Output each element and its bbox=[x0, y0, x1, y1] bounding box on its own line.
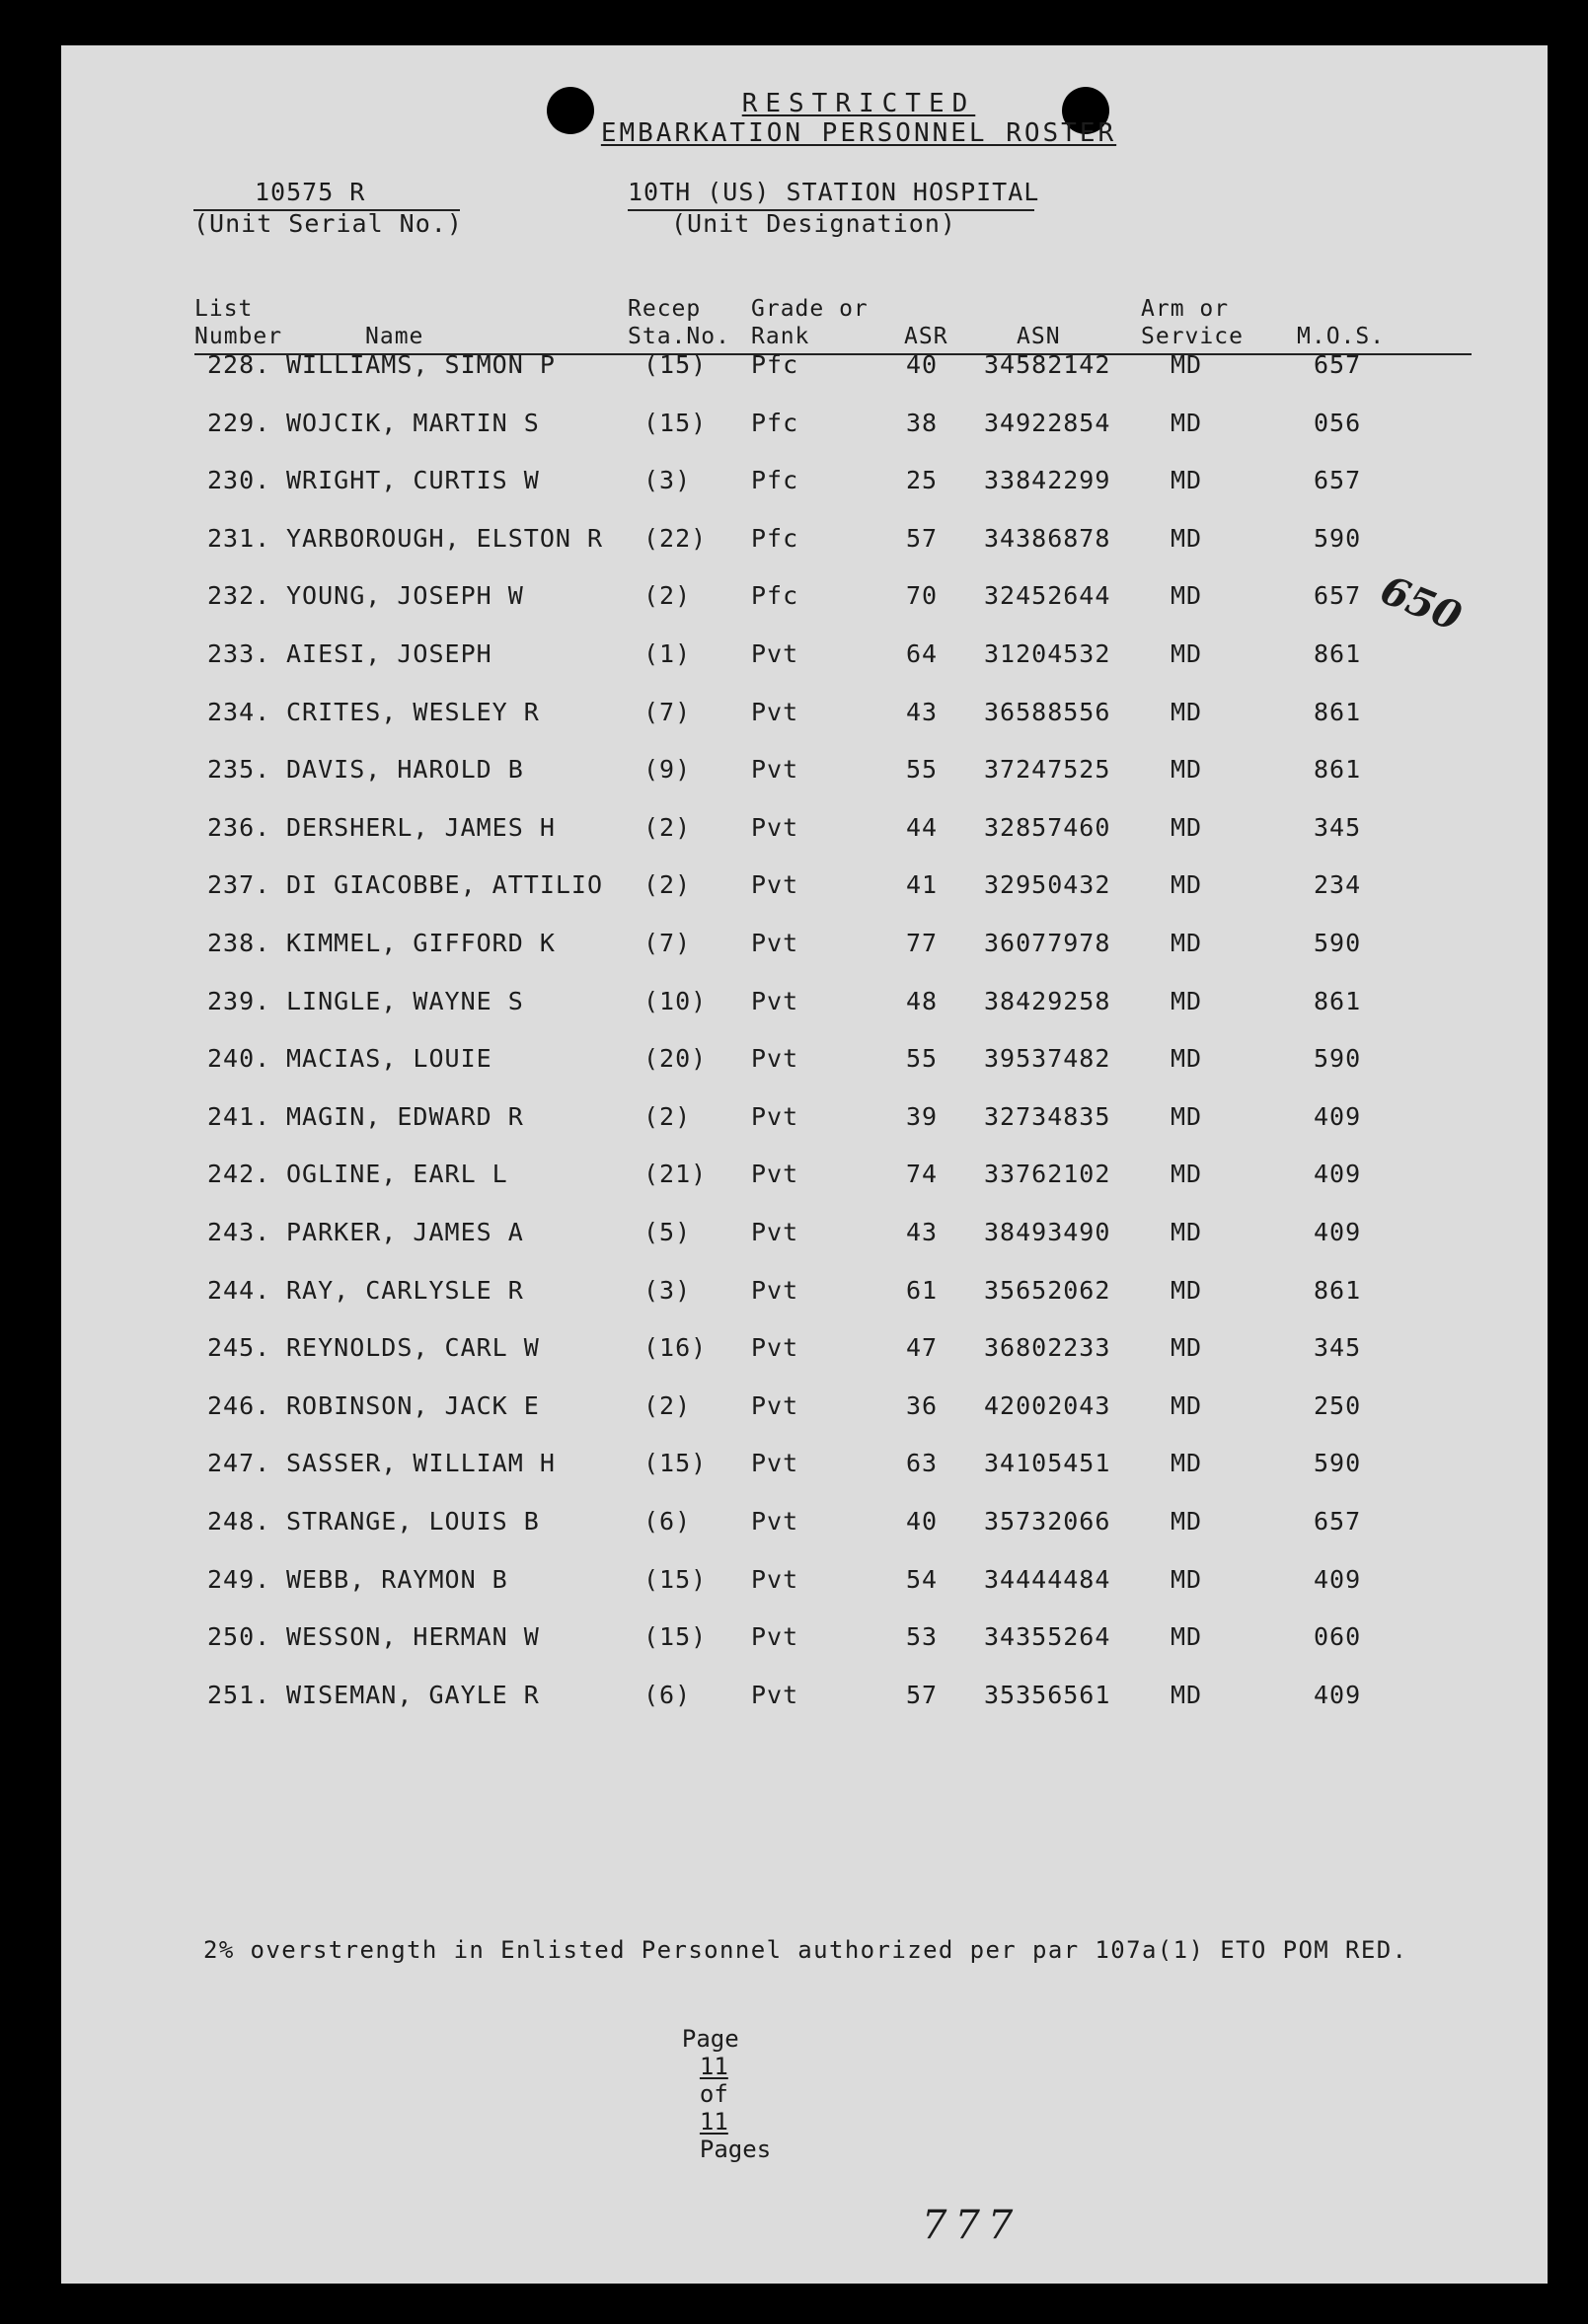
row-grade: Pvt bbox=[751, 929, 799, 957]
row-list-number: 250. bbox=[207, 1622, 271, 1652]
row-name: WILLIAMS, SIMON P bbox=[286, 350, 556, 379]
row-arm-service: MD bbox=[1171, 408, 1203, 437]
row-list-number: 233. bbox=[207, 639, 271, 668]
row-recep-station: (15) bbox=[643, 408, 708, 437]
row-grade: Pvt bbox=[751, 1275, 799, 1305]
col-asn: ASN bbox=[1017, 324, 1061, 349]
row-list-number: 232. bbox=[207, 581, 271, 611]
row-arm-service: MD bbox=[1171, 697, 1203, 726]
col-grade-line1: Grade or bbox=[751, 296, 869, 322]
table-row bbox=[0, 1622, 1588, 1662]
row-arm-service: MD bbox=[1171, 639, 1203, 668]
row-asn: 32857460 bbox=[984, 812, 1111, 842]
row-mos: 409 bbox=[1314, 1101, 1362, 1131]
row-recep-station: (5) bbox=[643, 1218, 692, 1246]
row-arm-service: MD bbox=[1171, 1218, 1203, 1246]
document-title: EMBARKATION PERSONNEL ROSTER bbox=[600, 118, 1117, 148]
row-list-number: 241. bbox=[207, 1101, 271, 1131]
row-arm-service: MD bbox=[1171, 1680, 1203, 1709]
row-name: WISEMAN, GAYLE R bbox=[286, 1680, 540, 1709]
row-list-number: 245. bbox=[207, 1333, 271, 1363]
row-mos: 657 bbox=[1314, 1507, 1362, 1536]
table-row bbox=[0, 350, 1588, 390]
row-mos: 409 bbox=[1314, 1680, 1362, 1709]
row-asn: 32734835 bbox=[984, 1101, 1111, 1131]
row-arm-service: MD bbox=[1171, 870, 1203, 900]
row-name: LINGLE, WAYNE S bbox=[286, 986, 524, 1015]
row-list-number: 243. bbox=[207, 1218, 271, 1246]
row-grade: Pfc bbox=[751, 523, 799, 553]
row-grade: Pfc bbox=[751, 408, 799, 437]
row-asr: 53 bbox=[906, 1622, 939, 1652]
row-grade: Pvt bbox=[751, 1160, 799, 1189]
row-grade: Pvt bbox=[751, 639, 799, 668]
page-of: of bbox=[699, 2080, 728, 2108]
col-name: Name bbox=[365, 324, 424, 349]
row-grade: Pfc bbox=[751, 350, 799, 379]
row-list-number: 249. bbox=[207, 1564, 271, 1594]
row-asn: 34105451 bbox=[984, 1449, 1111, 1478]
row-name: WRIGHT, CURTIS W bbox=[286, 466, 540, 495]
row-name: WESSON, HERMAN W bbox=[286, 1622, 540, 1652]
row-name: DI GIACOBBE, ATTILIO bbox=[286, 870, 604, 900]
row-name: AIESI, JOSEPH bbox=[286, 639, 492, 668]
table-row bbox=[0, 1391, 1588, 1431]
row-grade: Pvt bbox=[751, 1101, 799, 1131]
row-recep-station: (1) bbox=[643, 639, 692, 668]
row-recep-station: (2) bbox=[643, 870, 692, 900]
row-name: YARBOROUGH, ELSTON R bbox=[286, 523, 604, 553]
row-name: MAGIN, EDWARD R bbox=[286, 1101, 524, 1131]
row-list-number: 230. bbox=[207, 466, 271, 495]
row-recep-station: (15) bbox=[643, 1449, 708, 1478]
row-asn: 32950432 bbox=[984, 870, 1111, 900]
row-recep-station: (7) bbox=[643, 697, 692, 726]
table-row bbox=[0, 1565, 1588, 1605]
row-asr: 43 bbox=[906, 1218, 939, 1246]
col-grade-line2: Rank bbox=[751, 324, 810, 349]
row-asn: 36077978 bbox=[984, 929, 1111, 957]
row-recep-station: (3) bbox=[643, 1275, 692, 1305]
row-arm-service: MD bbox=[1171, 1160, 1203, 1189]
table-row bbox=[0, 581, 1588, 621]
row-name: RAY, CARLYSLE R bbox=[286, 1275, 524, 1305]
row-grade: Pvt bbox=[751, 1333, 799, 1363]
handwritten-page-number: 777 bbox=[922, 2203, 1021, 2248]
row-asn: 34922854 bbox=[984, 408, 1111, 437]
row-asn: 35356561 bbox=[984, 1680, 1111, 1709]
row-mos: 345 bbox=[1314, 1333, 1362, 1363]
row-grade: Pvt bbox=[751, 1507, 799, 1536]
page-word: Page bbox=[681, 2025, 739, 2053]
row-grade: Pvt bbox=[751, 1218, 799, 1246]
row-asn: 33842299 bbox=[984, 466, 1111, 495]
row-grade: Pvt bbox=[751, 697, 799, 726]
row-mos: 861 bbox=[1314, 986, 1362, 1015]
handwritten-margin-note: 650 bbox=[1374, 566, 1469, 640]
row-arm-service: MD bbox=[1171, 1275, 1203, 1305]
row-asr: 48 bbox=[906, 986, 939, 1015]
row-arm-service: MD bbox=[1171, 523, 1203, 553]
row-list-number: 251. bbox=[207, 1680, 271, 1709]
row-asr: 64 bbox=[906, 639, 939, 668]
row-arm-service: MD bbox=[1171, 1507, 1203, 1536]
row-recep-station: (2) bbox=[643, 1390, 692, 1420]
row-asr: 43 bbox=[906, 697, 939, 726]
row-asr: 25 bbox=[906, 466, 939, 495]
table-row bbox=[0, 1681, 1588, 1720]
row-arm-service: MD bbox=[1171, 1449, 1203, 1478]
row-name: OGLINE, EARL L bbox=[286, 1160, 508, 1189]
row-asn: 38429258 bbox=[984, 986, 1111, 1015]
pages-word: Pages bbox=[699, 2136, 772, 2163]
row-asn: 42002043 bbox=[984, 1390, 1111, 1420]
row-arm-service: MD bbox=[1171, 929, 1203, 957]
table-row bbox=[0, 639, 1588, 679]
row-grade: Pvt bbox=[751, 870, 799, 900]
row-recep-station: (15) bbox=[643, 1564, 708, 1594]
row-list-number: 234. bbox=[207, 697, 271, 726]
row-asr: 39 bbox=[906, 1101, 939, 1131]
row-recep-station: (9) bbox=[643, 755, 692, 785]
row-asr: 61 bbox=[906, 1275, 939, 1305]
row-arm-service: MD bbox=[1171, 350, 1203, 379]
row-asr: 44 bbox=[906, 812, 939, 842]
row-grade: Pvt bbox=[751, 1564, 799, 1594]
table-row bbox=[0, 870, 1588, 910]
row-asr: 70 bbox=[906, 581, 939, 611]
row-mos: 250 bbox=[1314, 1390, 1362, 1420]
row-recep-station: (20) bbox=[643, 1044, 708, 1074]
row-name: CRITES, WESLEY R bbox=[286, 697, 540, 726]
row-list-number: 242. bbox=[207, 1160, 271, 1189]
page-indicator bbox=[653, 1997, 771, 2163]
row-recep-station: (2) bbox=[643, 581, 692, 611]
row-asr: 41 bbox=[906, 870, 939, 900]
row-grade: Pfc bbox=[751, 466, 799, 495]
page-total: 11 bbox=[699, 2108, 728, 2136]
row-asr: 57 bbox=[906, 523, 939, 553]
row-name: YOUNG, JOSEPH W bbox=[286, 581, 524, 611]
row-asn: 37247525 bbox=[984, 755, 1111, 785]
row-grade: Pvt bbox=[751, 1680, 799, 1709]
row-list-number: 240. bbox=[207, 1044, 271, 1074]
row-mos: 657 bbox=[1314, 581, 1362, 611]
row-asn: 31204532 bbox=[984, 639, 1111, 668]
row-mos: 056 bbox=[1314, 408, 1362, 437]
row-recep-station: (2) bbox=[643, 812, 692, 842]
row-asr: 63 bbox=[906, 1449, 939, 1478]
row-mos: 409 bbox=[1314, 1564, 1362, 1594]
unit-designation-value: 10TH (US) STATION HOSPITAL bbox=[628, 178, 1040, 206]
row-name: SASSER, WILLIAM H bbox=[286, 1449, 556, 1478]
row-mos: 657 bbox=[1314, 466, 1362, 495]
row-arm-service: MD bbox=[1171, 812, 1203, 842]
row-mos: 409 bbox=[1314, 1218, 1362, 1246]
row-list-number: 248. bbox=[207, 1507, 271, 1536]
row-grade: Pfc bbox=[751, 581, 799, 611]
row-asn: 34582142 bbox=[984, 350, 1111, 379]
row-arm-service: MD bbox=[1171, 986, 1203, 1015]
table-row bbox=[0, 1507, 1588, 1546]
table-row bbox=[0, 813, 1588, 853]
row-recep-station: (3) bbox=[643, 466, 692, 495]
row-asn: 38493490 bbox=[984, 1218, 1111, 1246]
row-arm-service: MD bbox=[1171, 1101, 1203, 1131]
row-list-number: 236. bbox=[207, 812, 271, 842]
row-asn: 36588556 bbox=[984, 697, 1111, 726]
unit-serial-value: 10575 R bbox=[255, 178, 366, 206]
table-row bbox=[0, 1449, 1588, 1488]
col-arm-line2: Service bbox=[1141, 324, 1244, 349]
table-row bbox=[0, 409, 1588, 448]
row-recep-station: (22) bbox=[643, 523, 708, 553]
table-row bbox=[0, 1044, 1588, 1084]
row-mos: 409 bbox=[1314, 1160, 1362, 1189]
row-grade: Pvt bbox=[751, 812, 799, 842]
col-asr: ASR bbox=[904, 324, 948, 349]
row-arm-service: MD bbox=[1171, 581, 1203, 611]
row-name: WOJCIK, MARTIN S bbox=[286, 408, 540, 437]
table-row bbox=[0, 987, 1588, 1026]
row-asn: 32452644 bbox=[984, 581, 1111, 611]
row-arm-service: MD bbox=[1171, 755, 1203, 785]
table-row bbox=[0, 1218, 1588, 1257]
row-asr: 57 bbox=[906, 1680, 939, 1709]
row-mos: 861 bbox=[1314, 697, 1362, 726]
table-row bbox=[0, 698, 1588, 737]
row-name: DAVIS, HAROLD B bbox=[286, 755, 524, 785]
row-mos: 657 bbox=[1314, 350, 1362, 379]
row-list-number: 239. bbox=[207, 986, 271, 1015]
row-asn: 36802233 bbox=[984, 1333, 1111, 1363]
row-grade: Pvt bbox=[751, 986, 799, 1015]
col-mos: M.O.S. bbox=[1297, 324, 1386, 349]
row-list-number: 237. bbox=[207, 870, 271, 900]
row-mos: 861 bbox=[1314, 755, 1362, 785]
row-recep-station: (2) bbox=[643, 1101, 692, 1131]
row-list-number: 228. bbox=[207, 350, 271, 379]
row-asn: 33762102 bbox=[984, 1160, 1111, 1189]
row-asr: 54 bbox=[906, 1564, 939, 1594]
row-grade: Pvt bbox=[751, 1622, 799, 1652]
row-name: MACIAS, LOUIE bbox=[286, 1044, 492, 1074]
table-row bbox=[0, 755, 1588, 794]
row-list-number: 247. bbox=[207, 1449, 271, 1478]
row-asr: 40 bbox=[906, 1507, 939, 1536]
row-asr: 55 bbox=[906, 755, 939, 785]
col-list-number-line1: List bbox=[194, 296, 254, 322]
row-arm-service: MD bbox=[1171, 1622, 1203, 1652]
row-recep-station: (10) bbox=[643, 986, 708, 1015]
row-asn: 34386878 bbox=[984, 523, 1111, 553]
unit-serial-caption: (Unit Serial No.) bbox=[193, 209, 463, 238]
overstrength-note: 2% overstrength in Enlisted Personnel authorized per par 107a(1) ETO POM RED. bbox=[203, 1936, 1408, 1964]
row-mos: 590 bbox=[1314, 929, 1362, 957]
row-asn: 35732066 bbox=[984, 1507, 1111, 1536]
row-arm-service: MD bbox=[1171, 1564, 1203, 1594]
row-list-number: 231. bbox=[207, 523, 271, 553]
row-asn: 34355264 bbox=[984, 1622, 1111, 1652]
row-asr: 36 bbox=[906, 1390, 939, 1420]
row-name: ROBINSON, JACK E bbox=[286, 1390, 540, 1420]
row-asr: 40 bbox=[906, 350, 939, 379]
row-recep-station: (7) bbox=[643, 929, 692, 957]
row-mos: 234 bbox=[1314, 870, 1362, 900]
row-asn: 34444484 bbox=[984, 1564, 1111, 1594]
row-arm-service: MD bbox=[1171, 1390, 1203, 1420]
row-grade: Pvt bbox=[751, 1390, 799, 1420]
row-recep-station: (15) bbox=[643, 1622, 708, 1652]
row-grade: Pvt bbox=[751, 1449, 799, 1478]
table-row bbox=[0, 524, 1588, 563]
row-recep-station: (6) bbox=[643, 1680, 692, 1709]
row-mos: 590 bbox=[1314, 1044, 1362, 1074]
row-list-number: 229. bbox=[207, 408, 271, 437]
row-mos: 861 bbox=[1314, 1275, 1362, 1305]
row-list-number: 235. bbox=[207, 755, 271, 785]
row-asr: 47 bbox=[906, 1333, 939, 1363]
row-mos: 590 bbox=[1314, 523, 1362, 553]
row-asn: 35652062 bbox=[984, 1275, 1111, 1305]
table-row bbox=[0, 929, 1588, 968]
row-list-number: 246. bbox=[207, 1390, 271, 1420]
page-current: 11 bbox=[699, 2053, 728, 2080]
row-list-number: 238. bbox=[207, 929, 271, 957]
row-name: REYNOLDS, CARL W bbox=[286, 1333, 540, 1363]
row-name: KIMMEL, GIFFORD K bbox=[286, 929, 556, 957]
row-mos: 345 bbox=[1314, 812, 1362, 842]
col-recep-line2: Sta.No. bbox=[628, 324, 730, 349]
table-row bbox=[0, 466, 1588, 505]
row-list-number: 244. bbox=[207, 1275, 271, 1305]
classification-label: RESTRICTED bbox=[741, 89, 976, 118]
row-mos: 861 bbox=[1314, 639, 1362, 668]
row-name: PARKER, JAMES A bbox=[286, 1218, 524, 1246]
row-recep-station: (16) bbox=[643, 1333, 708, 1363]
table-row bbox=[0, 1333, 1588, 1373]
row-arm-service: MD bbox=[1171, 1333, 1203, 1363]
row-mos: 060 bbox=[1314, 1622, 1362, 1652]
row-name: DERSHERL, JAMES H bbox=[286, 812, 556, 842]
row-recep-station: (6) bbox=[643, 1507, 692, 1536]
col-arm-line1: Arm or bbox=[1141, 296, 1230, 322]
row-asr: 55 bbox=[906, 1044, 939, 1074]
row-arm-service: MD bbox=[1171, 466, 1203, 495]
row-mos: 590 bbox=[1314, 1449, 1362, 1478]
table-row bbox=[0, 1160, 1588, 1199]
row-arm-service: MD bbox=[1171, 1044, 1203, 1074]
table-row bbox=[0, 1102, 1588, 1142]
row-grade: Pvt bbox=[751, 1044, 799, 1074]
row-asr: 77 bbox=[906, 929, 939, 957]
table-row bbox=[0, 1276, 1588, 1315]
col-recep-line1: Recep bbox=[628, 296, 702, 322]
row-asn: 39537482 bbox=[984, 1044, 1111, 1074]
col-list-number-line2: Number bbox=[194, 324, 283, 349]
row-asr: 74 bbox=[906, 1160, 939, 1189]
row-recep-station: (21) bbox=[643, 1160, 708, 1189]
row-name: STRANGE, LOUIS B bbox=[286, 1507, 540, 1536]
row-recep-station: (15) bbox=[643, 350, 708, 379]
row-name: WEBB, RAYMON B bbox=[286, 1564, 508, 1594]
row-asr: 38 bbox=[906, 408, 939, 437]
row-grade: Pvt bbox=[751, 755, 799, 785]
unit-designation-caption: (Unit Designation) bbox=[671, 209, 956, 238]
